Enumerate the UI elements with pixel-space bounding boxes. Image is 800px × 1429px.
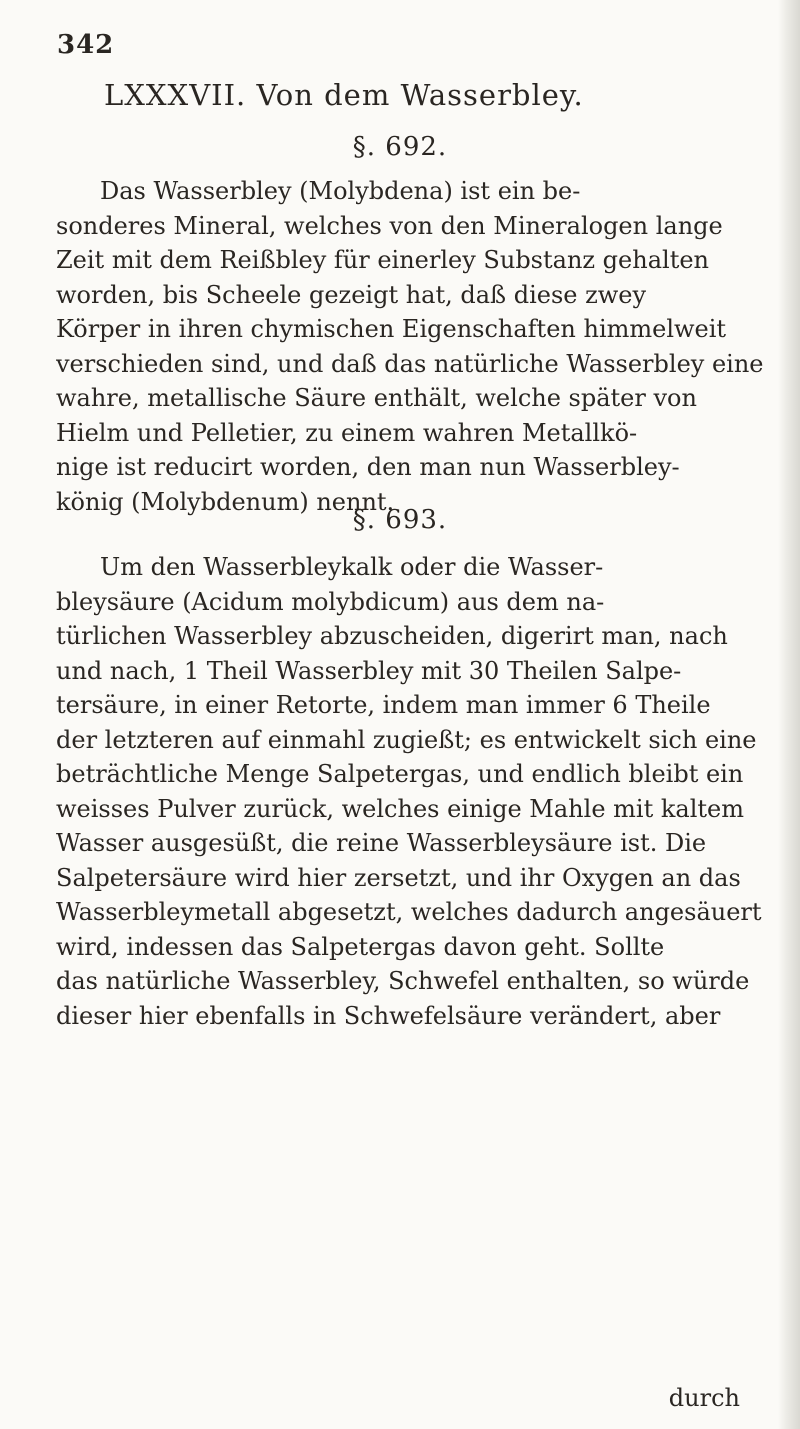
section-heading-693: §. 693. [352, 505, 448, 535]
text-line: Wasserbleymetall abgesetzt, welches dadurch angesäuert [56, 898, 762, 926]
text-line: tersäure, in einer Retorte, indem man immer 6 Theile [56, 691, 711, 719]
page-edge-shadow [778, 0, 800, 1429]
text-line: Um den Wasserbleykalk oder die Wasser- [100, 553, 604, 581]
text-line: das natürliche Wasserbley, Schwefel enthalten, so würde [56, 967, 750, 995]
page-number: 342 [57, 30, 115, 60]
text-line: Hielm und Pelletier, zu einem wahren Metallkö- [56, 418, 638, 447]
text-line: dieser hier ebenfalls in Schwefelsäure verändert, aber [56, 1001, 721, 1030]
text-line: bleysäure (Acidum molybdicum) aus dem na- [56, 587, 605, 616]
text-line: türlichen Wasserbley abzuscheiden, digerirt man, nach [56, 622, 728, 650]
paragraph-693 [56, 550, 774, 1033]
paragraph-692 [56, 174, 774, 519]
text-line: Das Wasserbley (Molybdena) ist ein be- [100, 177, 581, 205]
text-line: worden, bis Scheele gezeigt hat, daß diese zwey [56, 280, 647, 309]
text-line: beträchtliche Menge Salpetergas, und endlich bleibt ein [56, 760, 744, 788]
text-line: könig (Molybdenum) nennt. [56, 487, 395, 516]
text-line: Wasser ausgesüßt, die reine Wasserbleysäure ist. Die [56, 829, 707, 857]
text-line: weisses Pulver zurück, welches einige Mahle mit kaltem [56, 794, 744, 823]
text-line: und nach, 1 Theil Wasserbley mit 30 Theilen Salpe- [56, 656, 682, 685]
text-line: verschieden sind, und daß das natürliche Wasserbley eine [56, 349, 764, 378]
text-line: sonderes Mineral, welches von den Mineralogen lange [56, 211, 723, 240]
section-heading-692: §. 692. [352, 132, 448, 162]
text-line: der letzteren auf einmahl zugießt; es entwickelt sich eine [56, 725, 757, 754]
text-line: Körper in ihren chymischen Eigenschaften himmelweit [56, 315, 727, 343]
text-line: Salpetersäure wird hier zersetzt, und ihr Oxygen an das [56, 863, 741, 892]
catchword: durch [668, 1384, 740, 1412]
text-line: wird, indessen das Salpetergas davon geht. Sollte [56, 932, 665, 961]
running-head: LXXXVII. Von dem Wasserbley. [104, 78, 584, 112]
text-line: nige ist reducirt worden, den man nun Wasserbley- [56, 453, 680, 481]
text-line: Zeit mit dem Reißbley für einerley Substanz gehalten [56, 246, 709, 274]
text-line: wahre, metallische Säure enthält, welche später von [56, 384, 697, 412]
